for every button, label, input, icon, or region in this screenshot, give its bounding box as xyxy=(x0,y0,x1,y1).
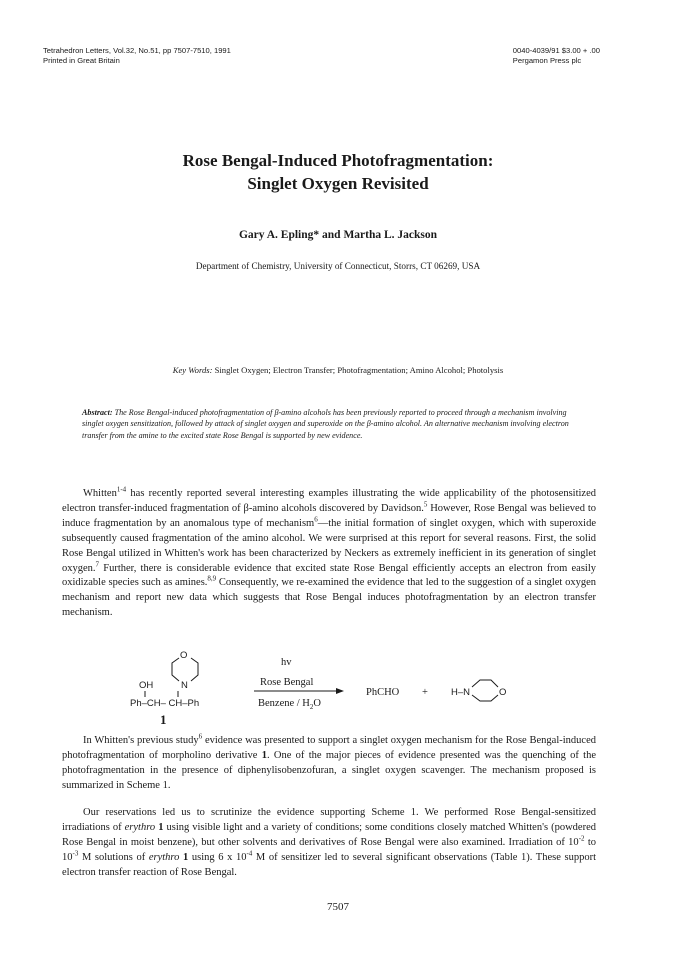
p1-ref-5: 8,9 xyxy=(207,574,217,583)
authors: Gary A. Epling* and Martha L. Jackson xyxy=(238,229,438,241)
keywords-label: Key Words: xyxy=(172,365,213,375)
hydroxyl-label: OH xyxy=(139,680,154,691)
p3-exp-2: -3 xyxy=(72,849,79,858)
p3-erythro-1: erythro xyxy=(124,821,156,833)
keywords-text: Singlet Oxygen; Electron Transfer; Photofragmentation; Amino Alcohol; Photolysis xyxy=(214,365,504,375)
running-header-left xyxy=(43,46,231,66)
print-location: Printed in Great Britain xyxy=(43,56,120,65)
p3-compound-2: 1 xyxy=(179,851,189,863)
p1-text-c: However, Rose Bengal was believed to induce fragmentation by an anomalous type of mechanism xyxy=(62,502,596,529)
issn-price: 0040-4039/91 $3.00 + .00 xyxy=(512,46,600,55)
solvent-subscript: 2 xyxy=(309,703,314,711)
abstract-label: Abstract: xyxy=(82,408,113,417)
morpholine-ring xyxy=(172,658,198,681)
p1-text-b: has recently reported several interesting examples illustrating the wide applicability of the photosensitized electron transfer-induced fragmentation of β-amino alcohols discovered by Davidson. xyxy=(62,488,596,514)
paragraph-1 xyxy=(62,487,596,621)
p3-text-b: using visible light and a variety of conditions; some conditions closely matched Whitten's (powdered Rose Bengal in moist benzene), but other solvents and derivatives of Rose Bengal were also examined. Irradiation of 10 xyxy=(62,821,596,848)
affiliation: Department of Chemistry, University of Connecticut, Storrs, CT 06269, USA xyxy=(195,261,481,271)
running-header-right xyxy=(513,46,600,66)
abstract-beta-1: β xyxy=(274,408,279,417)
p1-text-e: Further, there is considerable evidence that excited state Rose Bengal efficiently accepts an electron from easily oxidizable species such as amines. xyxy=(62,562,596,589)
title-line-1: Rose Bengal-Induced Photofragmentation: xyxy=(182,151,494,170)
p1-ref-3: 6 xyxy=(314,515,318,524)
product-morpholine-ring xyxy=(472,680,498,701)
p1-ref-2: 5 xyxy=(423,500,428,509)
abstract xyxy=(82,407,582,441)
p1-text-d: —the initial formation of singlet oxygen, which with superoxide subsequently caused fragmentation of the amino alcohol. We were surprised at this report for several reasons. First, the solid Rose Bengal utilized in Whitten's work has been characterized by Neckers as extremely inefficient in its generation of singlet oxygen. xyxy=(62,517,596,574)
p3-compound-1: 1 xyxy=(155,821,164,833)
abstract-text-3: -amino alcohol. An alternative mechanism involving electron transfer from the amine to the excited state Rose Bengal is supported by new evidence. xyxy=(82,419,569,440)
p2-text-b: evidence was presented to support a singlet oxygen mechanism for the Rose Bengal-induced photofragmentation of morpholino derivative xyxy=(62,735,596,761)
hv-label: hv xyxy=(281,657,292,668)
solvent-label xyxy=(258,698,321,711)
p1-text-a: Whitten xyxy=(83,488,117,499)
p3-text-e: using 6 x 10 xyxy=(188,851,247,863)
product-ring-oxygen: O xyxy=(499,687,507,698)
article-title xyxy=(0,149,676,195)
p2-ref-1: 6 xyxy=(198,732,203,741)
p3-exp-1: -2 xyxy=(578,834,585,843)
plus-sign: + xyxy=(422,687,428,698)
p1-ref-4: 7 xyxy=(95,560,100,569)
reactant-chain: Ph–CH– CH–Ph xyxy=(130,698,200,709)
p3-text-a: Our reservations led us to scrutinize the evidence supporting Scheme 1. We performed Rose Bengal-sensitized irradiations of xyxy=(62,807,596,833)
abstract-text-2: -amino alcohols has been previously reported to proceed through a mechanism involving singlet oxygen sensitization, followed by attack of singlet oxygen and superoxide on the xyxy=(82,408,567,429)
page-number: 7507 xyxy=(327,901,349,913)
reaction-scheme xyxy=(130,640,530,730)
title-line-2: Singlet Oxygen Revisited xyxy=(247,174,429,193)
product-amine-hn: H–N xyxy=(451,687,471,698)
keywords xyxy=(0,365,676,375)
ring-nitrogen: N xyxy=(181,680,188,691)
product-benzaldehyde: PhCHO xyxy=(366,687,400,698)
paragraph-3 xyxy=(62,806,596,881)
reagent-label: Rose Bengal xyxy=(260,677,314,688)
journal-citation: Tetrahedron Letters, Vol.32, No.51, pp 7507-7510, 1991 xyxy=(43,46,231,55)
reaction-arrow-head xyxy=(336,688,344,694)
p3-text-c: to 10 xyxy=(62,836,597,863)
abstract-text-1: The Rose Bengal-induced photofragmentation of xyxy=(114,408,275,417)
paragraph-2 xyxy=(62,734,596,794)
p1-ref-1: 1-4 xyxy=(116,485,127,494)
p2-compound-1: 1 xyxy=(261,749,267,761)
abstract-beta-2: β xyxy=(366,419,371,429)
publisher: Pergamon Press plc xyxy=(512,56,582,65)
ring-oxygen: O xyxy=(180,650,188,661)
compound-number: 1 xyxy=(160,712,167,727)
p2-text-c: . One of the major pieces of evidence presented was the quenching of the photofragmentation in the presence of diphenylisobenzofuran, a singlet oxygen scavenger. The mechanism proposed is summarized in Scheme 1. xyxy=(62,749,596,791)
p1-text-f: Consequently, we re-examined the evidence that led to the suggestion of a singlet oxygen mechanism and report new data which suggests that Rose Bengal induces photofragmentation by an electron transfer mechanism. xyxy=(62,577,596,619)
p3-text-d: M solutions of xyxy=(78,851,149,863)
solvent-text-a: Benzene / H xyxy=(258,698,310,709)
p3-text-f: M of sensitizer led to several significant observations (Table 1). These support electron transfer reaction of Rose Bengal. xyxy=(62,851,596,878)
p3-exp-3: -4 xyxy=(246,849,253,858)
p3-erythro-2: erythro xyxy=(148,851,180,863)
solvent-text-b: O xyxy=(313,698,321,709)
p2-text-a: In Whitten's previous study xyxy=(83,735,199,746)
